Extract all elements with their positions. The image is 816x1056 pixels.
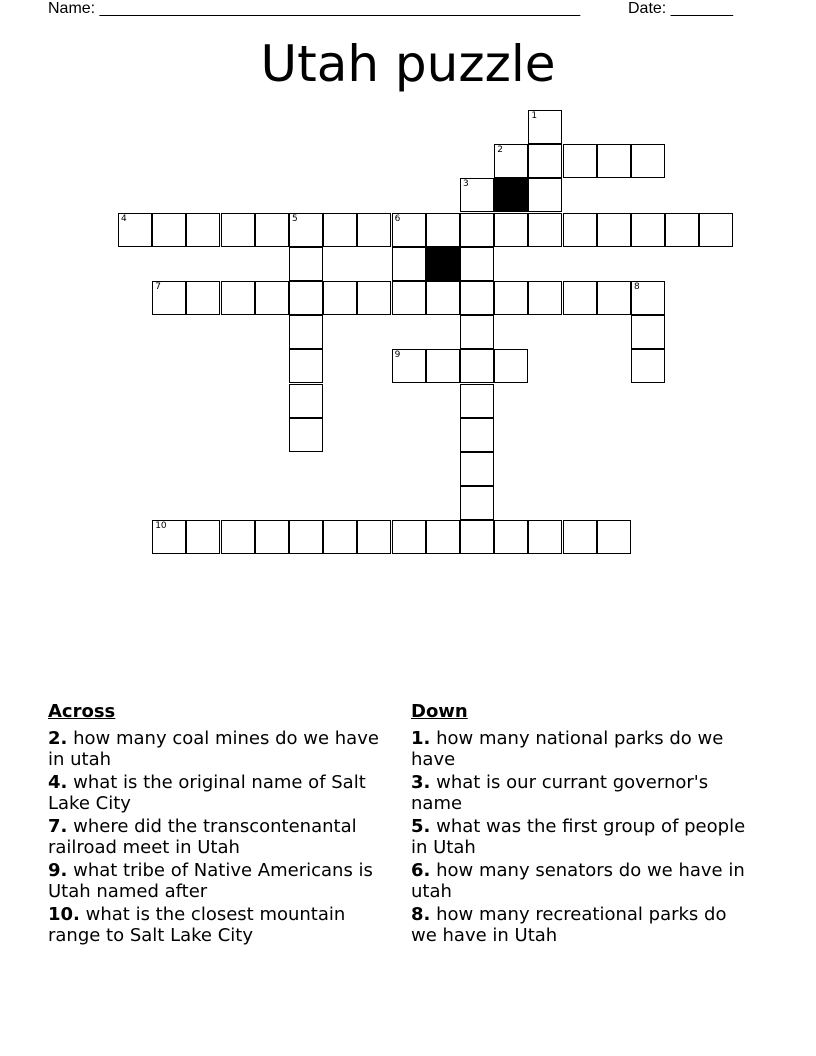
crossword-cell[interactable] (494, 520, 528, 554)
crossword-cell[interactable] (323, 520, 357, 554)
crossword-cell[interactable] (186, 281, 220, 315)
crossword-block-cell (494, 178, 528, 212)
crossword-cell[interactable] (289, 281, 323, 315)
clue-number: 6. (411, 860, 431, 881)
clue-number: 2. (48, 728, 68, 749)
crossword-block-cell (426, 247, 460, 281)
across-clues (48, 700, 393, 948)
crossword-cell[interactable] (186, 520, 220, 554)
date-field-label[interactable]: Date: _______ (628, 0, 733, 17)
crossword-cell[interactable] (426, 349, 460, 383)
crossword-cell[interactable] (460, 178, 494, 212)
down-clues (411, 700, 756, 948)
crossword-cell[interactable] (221, 213, 255, 247)
crossword-cell[interactable] (494, 144, 528, 178)
crossword-cell[interactable] (528, 520, 562, 554)
clue-across (48, 904, 393, 946)
cell-number: 9 (394, 350, 401, 361)
crossword-cell[interactable] (255, 213, 289, 247)
clue-text: how many senators do we have in utah (411, 860, 745, 902)
crossword-cell[interactable] (460, 486, 494, 520)
clue-number: 10. (48, 904, 80, 925)
cell-number: 10 (155, 521, 167, 532)
down-heading: Down (411, 701, 468, 722)
crossword-cell[interactable] (699, 213, 733, 247)
crossword-cell[interactable] (528, 281, 562, 315)
cell-number: 2 (497, 145, 503, 156)
crossword-cell[interactable] (528, 178, 562, 212)
cell-number: 7 (155, 282, 161, 292)
crossword-cell[interactable] (323, 281, 357, 315)
crossword-cell[interactable] (460, 213, 494, 247)
clue-text: what was the first group of people in Utah (411, 816, 746, 858)
clue-number: 8. (411, 904, 431, 925)
clue-across (48, 728, 393, 770)
crossword-cell[interactable] (494, 213, 528, 247)
clue-text: how many recreational parks do we have in Utah (411, 904, 727, 946)
cell-number: 4 (121, 213, 127, 224)
crossword-cell[interactable] (631, 349, 665, 383)
crossword-cell[interactable] (494, 349, 528, 383)
crossword-cell[interactable] (528, 110, 562, 144)
crossword-cell[interactable] (323, 213, 357, 247)
clue-text: what is the closest mountain range to Salt Lake City (48, 904, 346, 946)
crossword-cell[interactable] (426, 520, 460, 554)
crossword-cell[interactable] (289, 247, 323, 281)
clue-down (411, 860, 756, 902)
cell-number: 3 (463, 179, 469, 190)
crossword-cell[interactable] (152, 213, 186, 247)
cell-number: 6 (394, 213, 401, 224)
crossword-cell[interactable] (597, 213, 631, 247)
crossword-cell[interactable] (289, 384, 323, 418)
crossword-cell[interactable] (152, 281, 186, 315)
crossword-cell[interactable] (426, 281, 460, 315)
crossword-cell[interactable] (631, 144, 665, 178)
crossword-cell[interactable] (597, 281, 631, 315)
page-title: Utah puzzle (260, 35, 556, 93)
clue-down (411, 728, 756, 770)
clue-number: 7. (48, 816, 68, 837)
crossword-cell[interactable] (392, 520, 426, 554)
crossword-cell[interactable] (597, 144, 631, 178)
clue-number: 4. (48, 772, 68, 793)
clue-text: what is our currant governor's name (411, 772, 709, 814)
clue-number: 9. (48, 860, 68, 881)
crossword-cell[interactable] (426, 213, 460, 247)
clue-text: how many coal mines do we have in utah (48, 728, 379, 770)
crossword-cell[interactable] (289, 315, 323, 349)
crossword-cell[interactable] (392, 247, 426, 281)
crossword-cell[interactable] (255, 281, 289, 315)
crossword-cell[interactable] (392, 281, 426, 315)
crossword-cell[interactable] (255, 520, 289, 554)
cell-number: 8 (634, 282, 640, 292)
crossword-cell[interactable] (392, 349, 426, 383)
crossword-cell[interactable] (186, 213, 220, 247)
crossword-cell[interactable] (563, 144, 597, 178)
crossword-cell[interactable] (221, 281, 255, 315)
clue-number: 5. (411, 816, 431, 837)
crossword-cell[interactable] (118, 213, 152, 247)
crossword-cell[interactable] (631, 213, 665, 247)
clue-down (411, 772, 756, 814)
crossword-cell[interactable] (460, 452, 494, 486)
clue-text: how many national parks do we have (411, 728, 724, 770)
crossword-cell[interactable] (289, 418, 323, 452)
crossword-cell[interactable] (460, 315, 494, 349)
cell-number: 1 (531, 111, 538, 121)
clue-number: 1. (411, 728, 431, 749)
crossword-cell[interactable] (460, 247, 494, 281)
crossword-cell[interactable] (460, 349, 494, 383)
crossword-cell[interactable] (528, 213, 562, 247)
clue-down (411, 904, 756, 946)
clue-text: where did the transcontenantal railroad meet in Utah (48, 816, 357, 858)
crossword-cell[interactable] (289, 520, 323, 554)
crossword-cell[interactable] (494, 281, 528, 315)
crossword-cell[interactable] (563, 281, 597, 315)
clue-text: what tribe of Native Americans is Utah named after (48, 860, 373, 902)
name-field-label[interactable]: Name: ______________________________________________________ (48, 0, 581, 17)
crossword-cell[interactable] (357, 281, 391, 315)
crossword-cell[interactable] (597, 520, 631, 554)
crossword-cell[interactable] (152, 520, 186, 554)
crossword-cell[interactable] (460, 520, 494, 554)
clue-down (411, 816, 756, 858)
crossword-cell[interactable] (631, 281, 665, 315)
across-heading: Across (48, 701, 116, 722)
crossword-cell[interactable] (460, 418, 494, 452)
crossword-cell[interactable] (392, 213, 426, 247)
crossword-cell[interactable] (357, 213, 391, 247)
crossword-cell[interactable] (563, 213, 597, 247)
crossword-cell[interactable] (665, 213, 699, 247)
crossword-cell[interactable] (357, 520, 391, 554)
crossword-cell[interactable] (460, 281, 494, 315)
crossword-cell[interactable] (289, 349, 323, 383)
clue-across (48, 772, 393, 814)
clue-text: what is the original name of Salt Lake City (48, 772, 366, 814)
crossword-cell[interactable] (563, 520, 597, 554)
crossword-cell[interactable] (289, 213, 323, 247)
crossword-cell[interactable] (460, 384, 494, 418)
cell-number: 5 (292, 213, 298, 224)
crossword-cell[interactable] (221, 520, 255, 554)
clue-across (48, 860, 393, 902)
clue-number: 3. (411, 772, 431, 793)
crossword-cell[interactable] (631, 315, 665, 349)
crossword-cell[interactable] (528, 144, 562, 178)
clue-across (48, 816, 393, 858)
